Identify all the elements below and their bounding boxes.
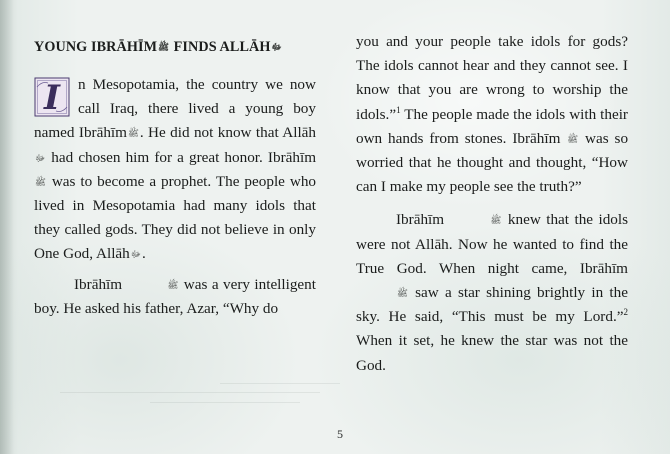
heading-text-part1: YOUNG IBRĀHĪM [34,39,158,55]
drop-cap-illuminated-letter [34,77,70,117]
bleed-through-line [60,392,320,393]
page-number: 5 [337,427,343,441]
honorific-pbuh-icon: ﷺ [490,215,502,226]
honorific-pbuh-icon: ﷺ [158,42,169,52]
text-run: Ibrāhīm [74,275,123,293]
honorific-pbuh-icon: ﷺ [127,128,139,139]
text-run: was to become a prophet. The people who lived in Mesopotamia had many idols that they called gods. They did not believe in only One God, Allāh [34,172,317,263]
right-paragraph-2 [356,208,628,377]
text-run: Ibrāhīm [396,211,445,229]
chapter-heading [34,38,316,56]
text-run: . He did not know that Allāh [139,124,317,142]
heading-text-part2: FINDS ALLĀH [173,39,271,55]
footnote-ref-1[interactable]: 1 [396,104,401,115]
left-paragraph-1 [34,73,316,267]
bleed-through-line [150,402,300,403]
bleed-through-line [220,383,340,384]
honorific-swt-icon: ﷻ [271,42,282,52]
text-run: was so worried that he thought and thought, “How can I make my people see the truth?” [356,129,629,196]
honorific-pbuh-icon: ﷺ [397,288,408,299]
text-run: The people made the idols with their own hands from stones. Ibrāhīm [356,105,628,147]
spine-shadow [0,0,14,454]
text-run: saw a star shining brightly in the sky. He said, “This must be my Lord.” [356,284,628,326]
text-run: n Mesopotamia, the country we now call Iraq, there lived a young boy named Ibrāhīm [34,76,316,142]
honorific-pbuh-icon: ﷺ [35,176,46,187]
honorific-swt-icon: ﷻ [35,152,46,163]
left-column [34,38,316,321]
text-run: you and your people take idols for gods? The idols cannot hear and they cannot see. I know that you are wrong to worship the idols.” [356,33,628,123]
right-column [356,30,628,378]
text-run: had chosen him for a great honor. Ibrāhīm [51,148,317,166]
honorific-pbuh-icon: ﷺ [167,279,179,290]
text-run: knew that the idols were not Allāh. Now he wanted to find the True God. When night came, Ibrāhīm [356,211,629,277]
footnote-ref-2[interactable]: 2 [623,307,628,318]
text-run: When it set, he knew the star was not the God. [356,332,628,374]
drop-cap-letter: I [44,78,60,117]
honorific-swt-icon: ﷻ [130,249,141,260]
honorific-pbuh-icon: ﷺ [567,133,579,144]
text-run: was a very intelligent boy. He asked his father, Azar, “Why do [34,275,316,317]
right-paragraph-1 [356,30,628,199]
text-run: . [141,245,146,263]
left-paragraph-2 [34,273,316,321]
